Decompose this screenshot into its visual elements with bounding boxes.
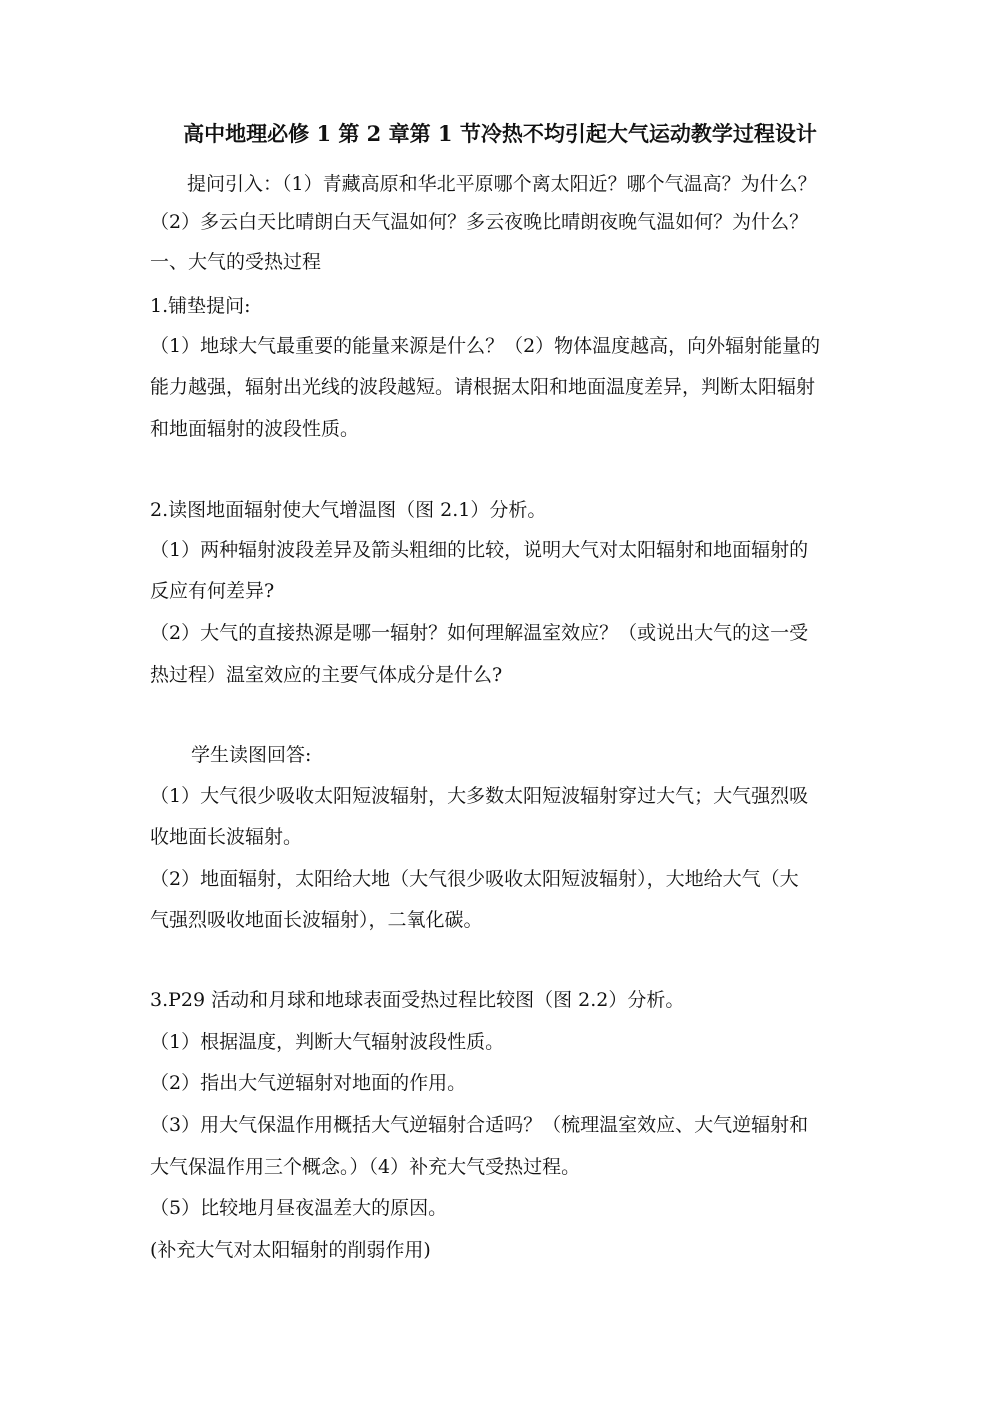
part3-line-3: （3）用大气保温作用概括大气逆辐射合适吗？（梳理温室效应、大气逆辐射和 — [150, 1114, 809, 1136]
part2-line-2: 反应有何差异? — [150, 580, 275, 602]
student-answer-line-3: （2）地面辐射，太阳给大地（大气很少吸收太阳短波辐射），大地给大气（大 — [150, 868, 799, 890]
part1-line-2: 能力越强，辐射出光线的波段越短。请根据太阳和地面温度差异，判断太阳辐射 — [150, 376, 816, 398]
part1-label: 1.铺垫提问: — [150, 295, 251, 317]
part3-line-6: (补充大气对太阳辐射的削弱作用) — [150, 1239, 431, 1261]
part1-line-1: （1）地球大气最重要的能量来源是什么？（2）物体温度越高，向外辐射能量的 — [150, 335, 821, 357]
part3-label: 3.P29 活动和月球和地球表面受热过程比较图（图 2.2）分析。 — [150, 989, 685, 1011]
part2-line-4: 热过程）温室效应的主要气体成分是什么? — [150, 664, 503, 686]
student-answer-line-1: （1）大气很少吸收太阳短波辐射，大多数太阳短波辐射穿过大气；大气强烈吸 — [150, 785, 809, 807]
intro-question-line-2: （2）多云白天比晴朗白天气温如何？多云夜晚比晴朗夜晚气温如何？为什么？ — [150, 211, 809, 233]
part2-label: 2.读图地面辐射使大气增温图（图 2.1）分析。 — [150, 499, 547, 521]
part3-line-2: （2）指出大气逆辐射对地面的作用。 — [150, 1072, 467, 1094]
part2-line-3: （2）大气的直接热源是哪一辐射？如何理解温室效应？（或说出大气的这一受 — [150, 622, 809, 644]
student-answer-line-2: 收地面长波辐射。 — [150, 826, 303, 848]
document-title: 高中地理必修 1 第 2 章第 1 节冷热不均引起大气运动教学过程设计 — [183, 121, 817, 146]
part3-line-5: （5）比较地月昼夜温差大的原因。 — [150, 1197, 448, 1219]
part3-line-4: 大气保温作用三个概念。）（4）补充大气受热过程。 — [150, 1156, 581, 1178]
part2-line-1: （1）两种辐射波段差异及箭头粗细的比较，说明大气对太阳辐射和地面辐射的 — [150, 539, 809, 561]
part1-line-3: 和地面辐射的波段性质。 — [150, 418, 360, 440]
section-heading: 一、大气的受热过程 — [150, 251, 322, 273]
part3-line-1: （1）根据温度，判断大气辐射波段性质。 — [150, 1031, 505, 1053]
student-answer-line-4: 气强烈吸收地面长波辐射），二氧化碳。 — [150, 909, 483, 931]
intro-question-line-1: 提问引入：（1）青藏高原和华北平原哪个离太阳近？哪个气温高？为什么？ — [187, 173, 817, 195]
student-answer-label: 学生读图回答: — [191, 744, 312, 766]
